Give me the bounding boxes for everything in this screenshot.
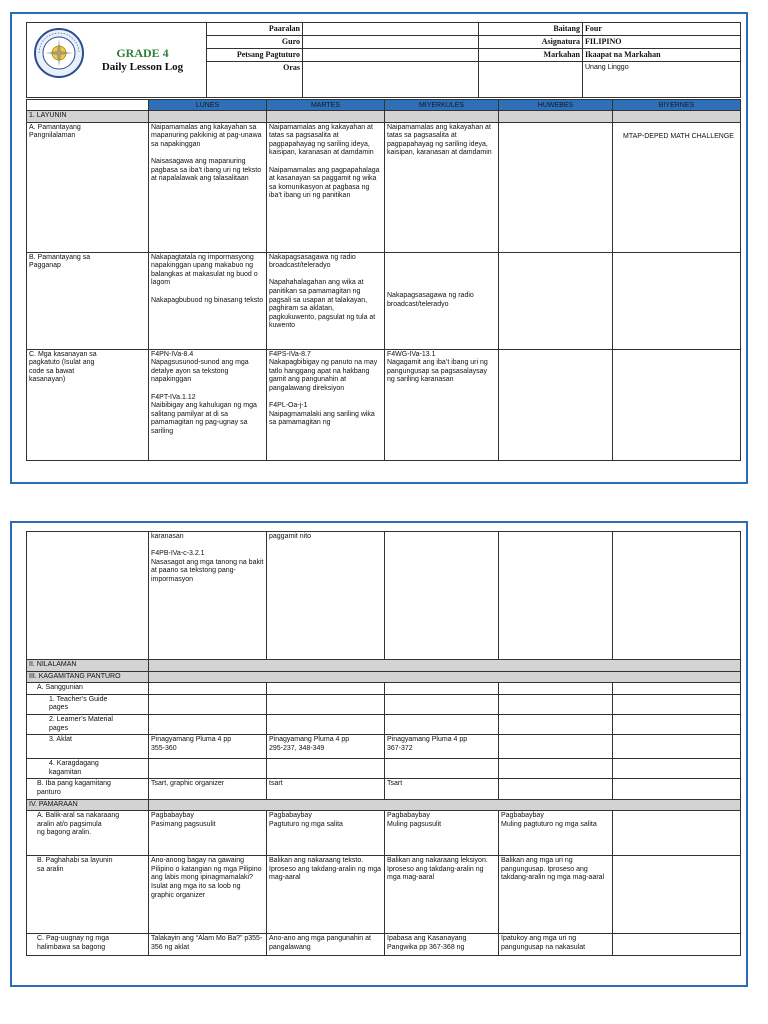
cell-b-miyerkules: Nakapagsasagawa ng radio broadcast/teleradyo [385, 252, 499, 349]
deped-seal-icon [33, 27, 85, 79]
section-nilalaman: II. NILALAMAN [27, 660, 149, 672]
cell-c-miyerkules: F4WG-IVa-13.1 Nagagamit ang iba’t ibang uri ng pangungusap sa pagsasalaysay ng sariling karanasan [385, 349, 499, 460]
ref-tg-lunes [149, 694, 267, 714]
field-label-guro: Guro [207, 36, 303, 49]
pam-c-huwebes: Ipatukoy ang mga uri ng pangungusap na nakasulat [499, 934, 613, 956]
cell-c-biyernes [613, 349, 741, 460]
pam-b-huwebes: Balikan ang mga uri ng pangungusap. Iproseso ang takdang-aralin ng mga mag-aaral [499, 856, 613, 934]
field-value-paaralan [303, 23, 479, 36]
field-value-markahan: Ikaapat na Markahan [583, 49, 741, 62]
ref-lm-lunes [149, 714, 267, 734]
cont-cell-lunes: karanasan F4PB-IVa-c-3.2.1 Nasasagot ang mga tanong na bakit at paano sa tekstong pang-impormasyon [149, 532, 267, 660]
field-value-petsa [303, 49, 479, 62]
cont-cell-huwebes [499, 532, 613, 660]
field-label-paaralan: Paaralan [207, 23, 303, 36]
iba-miyerkules: Tsart [385, 779, 499, 799]
row-label-kasanayan: C. Mga kasanayan sa pagkatuto (Isulat ang code sa bawat kasanayan) [27, 349, 149, 460]
section-layunin: 1. LAYUNIN [27, 111, 149, 123]
document-title: Daily Lesson Log [101, 61, 184, 73]
row-label-balik-aral: A. Balik-aral sa nakaraang aralin at/o pagsimula ng bagong aralin. [27, 811, 149, 856]
cell-a-huwebes [499, 122, 613, 252]
ref-karag-huwebes [499, 759, 613, 779]
field-value-asignatura: FILIPINO [583, 36, 741, 49]
pam-c-lunes: Talakayin ang “Alam Mo Ba?” p355-356 ng aklat [149, 934, 267, 956]
cont-cell-martes: paggamit nito [267, 532, 385, 660]
lesson-log-page-2 [10, 521, 748, 987]
day-header-blank [27, 100, 149, 111]
row-label-teachers-guide: 1. Teacher’s Guide pages [27, 694, 149, 714]
pam-b-biyernes [613, 856, 741, 934]
field-value-week: Unang Linggo [583, 62, 741, 98]
iba-martes: tsart [267, 779, 385, 799]
lesson-log-page-1 [10, 12, 748, 484]
cell-b-martes: Nakapagsasagawa ng radio broadcast/teleradyo Napahahalagahan ang wika at panitikan sa pamamagitan ng pagsali sa usapan at talakayan, paghiram sa aklatan, pagkukuwento, pagsulat ng tula at kuwento [267, 252, 385, 349]
field-value-oras [303, 62, 479, 98]
iba-biyernes [613, 779, 741, 799]
ref-aklat-miyerkules: Pinagyamang Pluma 4 pp 367-372 [385, 735, 499, 759]
field-value-guro [303, 36, 479, 49]
row-label-karagdagang: 4. Karagdagang kagamitan [27, 759, 149, 779]
pam-a-lunes: Pagbabaybay Pasimang pagsusulit [149, 811, 267, 856]
pam-a-huwebes: Pagbabaybay Muling pagtuturo ng mga salita [499, 811, 613, 856]
field-label-baitang: Baitang [479, 23, 583, 36]
ref-karag-lunes [149, 759, 267, 779]
row-label-cont [27, 532, 149, 660]
cell-a-miyerkules: Naipamamalas ang kakayahan at tatas sa pagsasalita at pagpapahayag ng sariling ideya, kaisipan, karanasan at damdamin [385, 122, 499, 252]
grade-title: GRADE 4 [116, 46, 169, 60]
row-label-learners-material: 2. Learner’s Material pages [27, 714, 149, 734]
ref-tg-huwebes [499, 694, 613, 714]
section-kagamitan: III. KAGAMITANG PANTURO [27, 671, 149, 683]
ref-lm-huwebes [499, 714, 613, 734]
cell-b-huwebes [499, 252, 613, 349]
field-value-baitang: Four [583, 23, 741, 36]
field-label-markahan: Markahan [479, 49, 583, 62]
ref-aklat-lunes: Pinagyamang Pluma 4 pp 355-360 [149, 735, 267, 759]
cell-c-lunes: F4PN-IVa-8.4 Napagsusunod-sunod ang mga detalye ayon sa tekstong napakinggan F4PT-IVa.1.12 Naibibigay ang kahulugan ng mga salitang pamilyar at di sa pamamagitan ng pag-ugnay sa sariling [149, 349, 267, 460]
ref-aklat-biyernes [613, 735, 741, 759]
cell-c-huwebes [499, 349, 613, 460]
pam-a-martes: Pagbabaybay Pagtuturo ng mga salita [267, 811, 385, 856]
ref-aklat-huwebes [499, 735, 613, 759]
procedure-table [26, 531, 741, 956]
row-label-aklat: 3. Aklat [27, 735, 149, 759]
ref-karag-martes [267, 759, 385, 779]
ref-karag-miyerkules [385, 759, 499, 779]
cont-cell-miyerkules [385, 532, 499, 660]
day-header-martes: MARTES [267, 100, 385, 111]
cont-cell-biyernes [613, 532, 741, 660]
field-label-week [479, 62, 583, 98]
cell-a-biyernes: MTAP-DEPED MATH CHALLENGE [613, 122, 741, 252]
iba-huwebes [499, 779, 613, 799]
objectives-table [26, 99, 741, 461]
cell-b-biyernes [613, 252, 741, 349]
iba-lunes: Tsart, graphic organizer [149, 779, 267, 799]
row-label-pag-uugnay: C. Pag-uugnay ng mga halimbawa sa bagong [27, 934, 149, 956]
ref-karag-biyernes [613, 759, 741, 779]
row-label-pangnilalaman: A. Pamantayang Pangnilalaman [27, 122, 149, 252]
ref-tg-martes [267, 694, 385, 714]
cell-a-martes: Naipamamalas ang kakayahan at tatas sa pagsasalita at pagpapahayag ng sariling ideya, kaisipan, karanasan at damdamin Naipamamalas ang pagpapahalaga at kasanayan sa paggamit ng wika sa komunikasyon at pagbasa ng iba’t ibang uri ng panitikan [267, 122, 385, 252]
pam-a-biyernes [613, 811, 741, 856]
pam-b-miyerkules: Balikan ang nakaraang leksiyon. Iproseso ang takdang-aralin ng mga mag-aaral [385, 856, 499, 934]
ref-aklat-martes: Pinagyamang Pluma 4 pp 295-237, 348-349 [267, 735, 385, 759]
day-header-lunes: LUNES [149, 100, 267, 111]
pam-c-martes: Ano-ano ang mga pangunahin at pangalawang [267, 934, 385, 956]
pam-c-miyerkules: Ipabasa ang Kasanayang Pangwika pp 367-368 ng [385, 934, 499, 956]
ref-lm-miyerkules [385, 714, 499, 734]
pam-b-lunes: Ano-anong bagay na gawaing Pilipino o katangian ng mga Pilipino ang labis mong ipinagmamalaki? Isulat ang mga ito sa loob ng graphic organizer [149, 856, 267, 934]
field-label-oras: Oras [207, 62, 303, 98]
pam-a-miyerkules: Pagbabaybay Muling pagsusulit [385, 811, 499, 856]
row-label-paghahabi: B. Paghahabi sa layunin sa aralin [27, 856, 149, 934]
row-label-iba-pang: B. Iba pang kagamitang panturo [27, 779, 149, 799]
field-label-asignatura: Asignatura [479, 36, 583, 49]
ref-tg-biyernes [613, 694, 741, 714]
header-table [26, 22, 741, 98]
ref-lm-biyernes [613, 714, 741, 734]
pam-b-martes: Balikan ang nakaraang teksto. Iproseso ang takdang-aralin ng mga mag-aaral [267, 856, 385, 934]
cell-c-martes: F4PS-IVa-8.7 Nakapagbibigay ng panuto na may tatlo hanggang apat na hakbang gamit ang pangunahin at pangalawang direksiyon F4PL-Oa-j-1 Naipagmamalaki ang sariling wika sa pamamagitan ng [267, 349, 385, 460]
section-pamaraan: IV. PAMARAAN [27, 799, 149, 811]
ref-tg-miyerkules [385, 694, 499, 714]
day-header-biyernes: BIYERNES [613, 100, 741, 111]
row-label-sanggunian: A. Sanggunian [27, 683, 149, 695]
cell-a-lunes: Naipamamalas ang kakayahan sa mapanuring pakikinig at pag-unawa sa napakinggan Naisasagawa ang mapanuring pagbasa sa iba’t ibang uri ng teksto at napalalawak ang talasalitaan [149, 122, 267, 252]
day-header-miyerkules: MIYERKULES [385, 100, 499, 111]
ref-lm-martes [267, 714, 385, 734]
pam-c-biyernes [613, 934, 741, 956]
header-brand [27, 23, 207, 98]
cell-b-lunes: Nakapagtatala ng impormasyong napakinggan upang makabuo ng balangkas at makasulat ng buod o lagom Nakapagbubuod ng binasang teksto [149, 252, 267, 349]
field-label-petsa: Petsang Pagtuturo [207, 49, 303, 62]
row-label-pagganap: B. Pamantayang sa Pagganap [27, 252, 149, 349]
day-header-huwebes: HUWEBES [499, 100, 613, 111]
